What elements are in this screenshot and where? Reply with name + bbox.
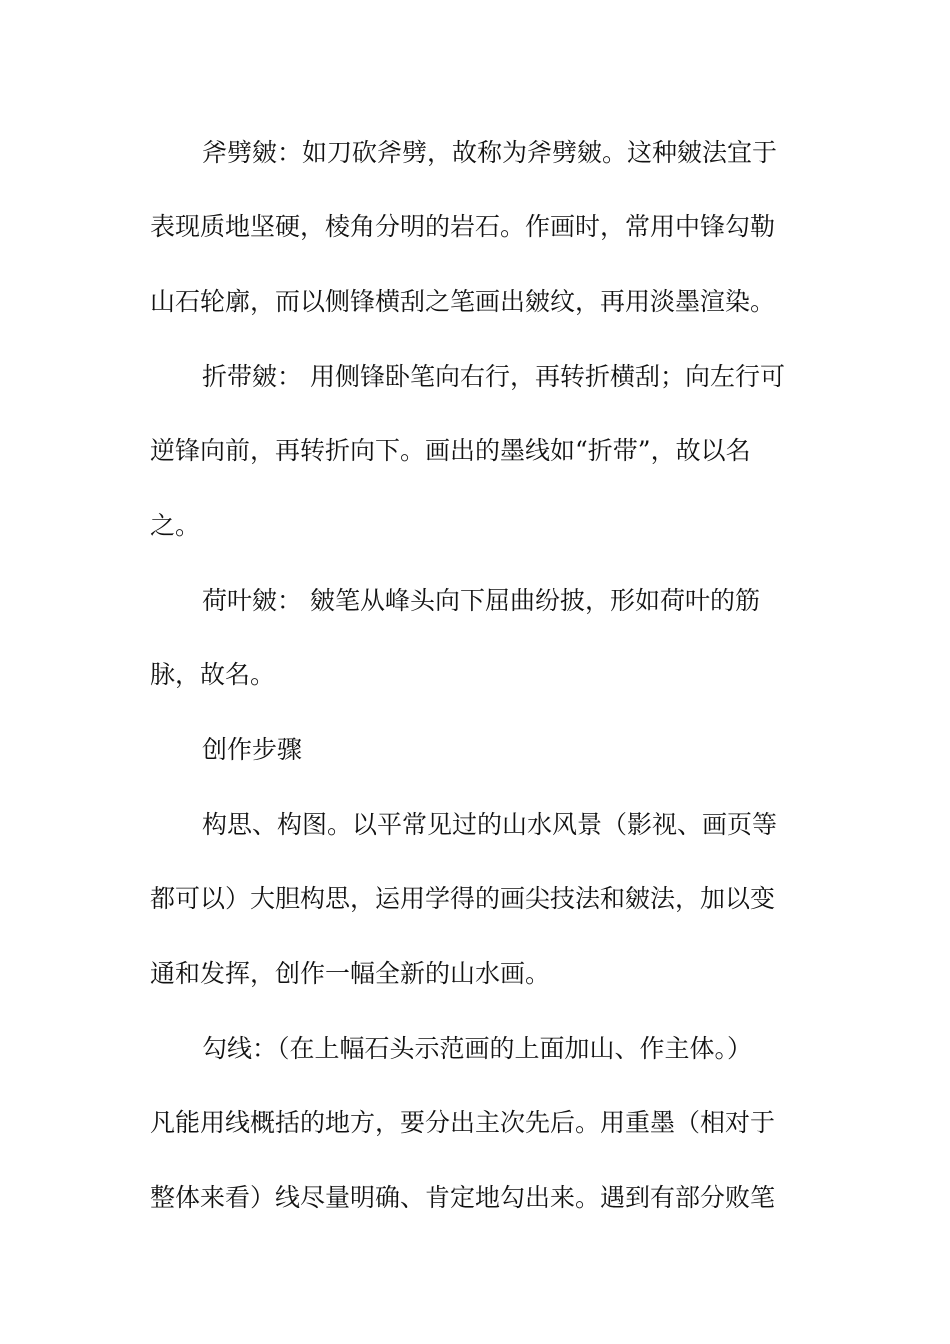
paragraph-3-line-2: 脉，故名。	[150, 660, 276, 689]
paragraph-6-line-2: 凡能用线概括的地方，要分出主次先后。用重墨（相对于	[150, 1108, 776, 1137]
paragraph-5-line-2: 都可以）大胆构思，运用学得的画尖技法和皴法，加以变	[150, 884, 776, 913]
paragraph-1-line-1: 斧劈皴：如刀砍斧劈，故称为斧劈皴。这种皴法宜于	[202, 138, 778, 167]
paragraph-1-line-3: 山石轮廓，而以侧锋横刮之笔画出皴纹，再用淡墨渲染。	[150, 287, 776, 316]
paragraph-1-line-2: 表现质地坚硬，棱角分明的岩石。作画时，常用中锋勾勒	[150, 212, 776, 241]
paragraph-2-line-3: 之。	[150, 511, 201, 540]
paragraph-5-line-1: 构思、构图。以平常见过的山水风景（影视、画页等	[202, 810, 778, 839]
paragraph-5-line-3: 通和发挥，创作一幅全新的山水画。	[150, 959, 551, 988]
section-heading: 创作步骤	[202, 735, 303, 764]
paragraph-6-line-3: 整体来看）线尽量明确、肯定地勾出来。遇到有部分败笔	[150, 1183, 776, 1212]
paragraph-2-line-2: 逆锋向前，再转折向下。画出的墨线如“折带”，故以名	[150, 436, 751, 465]
paragraph-2-line-1: 折带皴： 用侧锋卧笔向右行，再转折横刮；向左行可	[202, 362, 785, 391]
paragraph-3-line-1: 荷叶皴： 皴笔从峰头向下屈曲纷披，形如荷叶的筋	[202, 586, 760, 615]
paragraph-6-line-1: 勾线：（在上幅石头示范画的上面加山、作主体。）	[202, 1034, 753, 1063]
